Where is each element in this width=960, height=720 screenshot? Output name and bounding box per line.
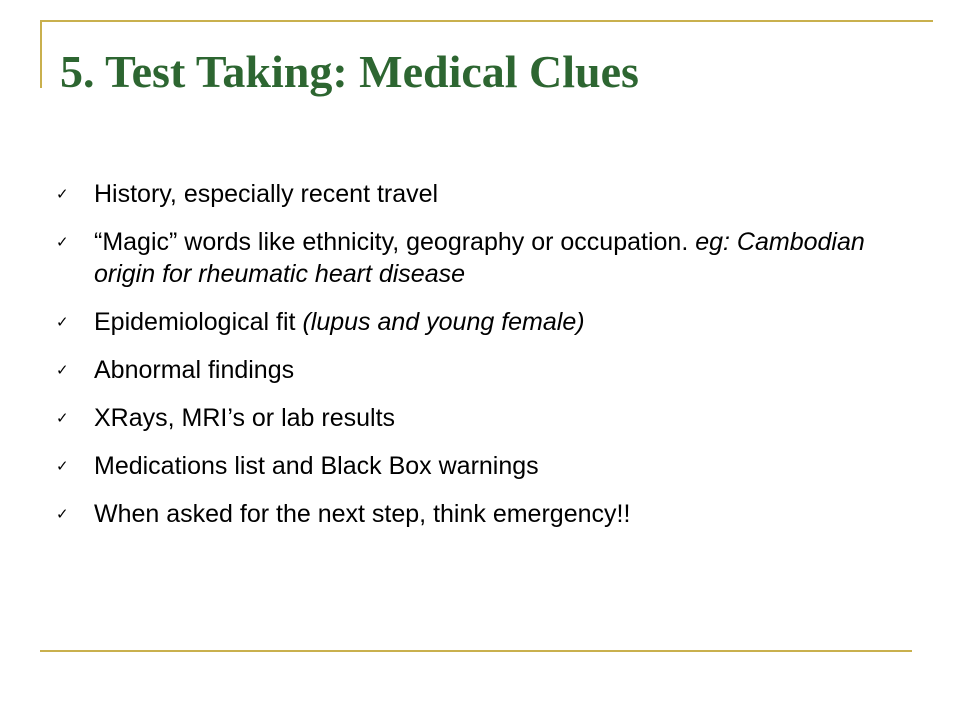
bullet-item [56, 306, 876, 338]
bullet-text: “Magic” words like ethnicity, geography or occupation. [94, 228, 689, 256]
bullet-text: Abnormal findings [94, 356, 295, 384]
bullet-example: (lupus and young female) [302, 308, 585, 336]
bullet-text: Epidemiological fit [94, 308, 296, 336]
check-mark-icon: ✓ [56, 409, 69, 427]
check-mark-icon: ✓ [56, 457, 69, 475]
check-mark-icon: ✓ [56, 505, 69, 523]
bullet-text: Medications list and Black Box warnings [94, 452, 539, 480]
bullet-text: When asked for the next step, think emergency!! [94, 500, 631, 528]
check-mark-icon: ✓ [56, 361, 69, 379]
check-mark-icon: ✓ [56, 185, 69, 203]
bottom-rule [40, 650, 912, 652]
bullet-example: eg: Cambodian origin for rheumatic heart disease [94, 228, 865, 288]
bullet-item [56, 178, 876, 210]
top-rule [40, 20, 933, 22]
bullet-item [56, 498, 876, 530]
bullet-text: History, especially recent travel [94, 180, 439, 208]
bullet-item [56, 226, 876, 290]
bullet-item [56, 354, 876, 386]
bullet-item [56, 402, 876, 434]
bullet-item [56, 450, 876, 482]
left-rule [40, 20, 42, 88]
check-mark-icon: ✓ [56, 233, 69, 251]
bullet-text: XRays, MRI’s or lab results [94, 404, 396, 432]
slide-title: 5. Test Taking: Medical Clues [60, 46, 639, 97]
bullet-list [56, 178, 876, 546]
check-mark-icon: ✓ [56, 313, 69, 331]
